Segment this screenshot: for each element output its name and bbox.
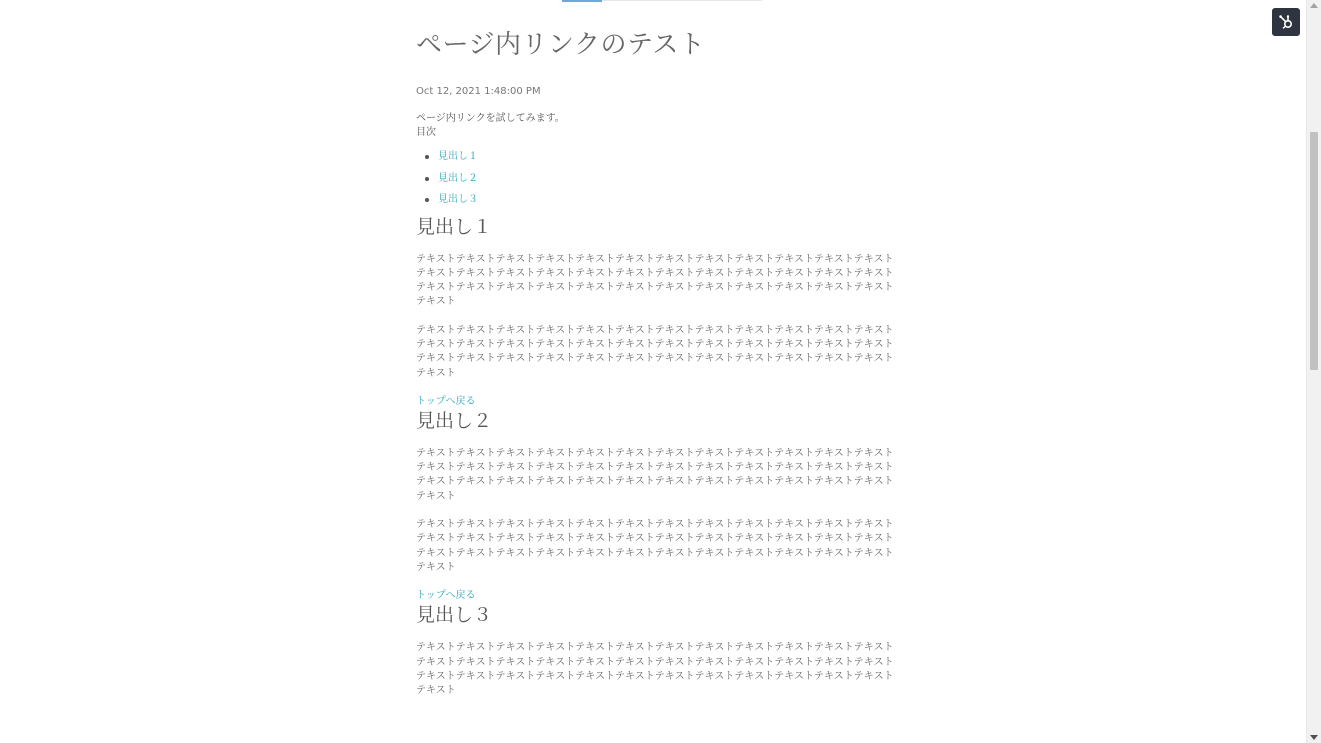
hubspot-sprocket-icon[interactable]: [1272, 8, 1300, 36]
toc-link-heading-1[interactable]: 見出し１: [438, 151, 478, 162]
table-of-contents: [416, 150, 894, 207]
toc-item: [416, 172, 894, 186]
vertical-scrollbar[interactable]: [1306, 0, 1321, 743]
section-heading-3: 見出し３: [416, 604, 493, 627]
scrollbar-thumb[interactable]: [1310, 132, 1318, 370]
scroll-up-arrow-icon[interactable]: [1310, 3, 1318, 8]
section-heading-1: 見出し１: [416, 215, 493, 238]
bullet-icon: [425, 177, 429, 181]
section-paragraph: テキストテキストテキストテキストテキストテキストテキストテキストテキストテキストテキストテキストテキストテキストテキストテキストテキストテキストテキストテキストテキストテキストテキストテキストテキストテキストテキストテキストテキストテキストテキストテキストテキストテキストテキストテキストテキスト: [416, 253, 894, 308]
top-nav-rule: [602, 0, 762, 1]
intro-text: ページ内リンクを試してみます。: [416, 113, 565, 124]
bullet-icon: [425, 155, 429, 159]
bullet-icon: [425, 198, 429, 202]
section-paragraph: テキストテキストテキストテキストテキストテキストテキストテキストテキストテキストテキストテキストテキストテキストテキストテキストテキストテキストテキストテキストテキストテキストテキストテキストテキストテキストテキストテキストテキストテキストテキストテキストテキストテキストテキストテキストテキスト: [416, 447, 894, 502]
scroll-down-arrow-icon[interactable]: [1310, 735, 1318, 740]
top-nav-accent: [562, 0, 602, 2]
toc-link-heading-3[interactable]: 見出し３: [438, 194, 478, 205]
toc-item: [416, 193, 894, 207]
blog-post: [416, 26, 894, 698]
back-to-top-link[interactable]: トップへ戻る: [416, 395, 476, 407]
back-to-top-row: [416, 395, 894, 409]
section-paragraph: テキストテキストテキストテキストテキストテキストテキストテキストテキストテキストテキストテキストテキストテキストテキストテキストテキストテキストテキストテキストテキストテキストテキストテキストテキストテキストテキストテキストテキストテキストテキストテキストテキストテキストテキストテキストテキスト: [416, 642, 894, 697]
page-title: ページ内リンクのテスト: [416, 30, 706, 60]
section-paragraph: テキストテキストテキストテキストテキストテキストテキストテキストテキストテキストテキストテキストテキストテキストテキストテキストテキストテキストテキストテキストテキストテキストテキストテキストテキストテキストテキストテキストテキストテキストテキストテキストテキストテキストテキストテキストテキスト: [416, 519, 894, 573]
sprocket-glyph: [1278, 14, 1294, 30]
section-heading-2: 見出し２: [416, 409, 493, 432]
post-date: Oct 12, 2021 1:48:00 PM: [416, 86, 541, 97]
section-paragraph: テキストテキストテキストテキストテキストテキストテキストテキストテキストテキストテキストテキストテキストテキストテキストテキストテキストテキストテキストテキストテキストテキストテキストテキストテキストテキストテキストテキストテキストテキストテキストテキストテキストテキストテキストテキストテキスト: [416, 324, 894, 379]
post-intro: [416, 112, 894, 140]
back-to-top-row: [416, 589, 894, 603]
toc-link-heading-2[interactable]: 見出し２: [438, 172, 478, 184]
toc-item: [416, 150, 894, 164]
back-to-top-link[interactable]: トップへ戻る: [416, 590, 476, 602]
toc-label: 目次: [416, 127, 436, 138]
